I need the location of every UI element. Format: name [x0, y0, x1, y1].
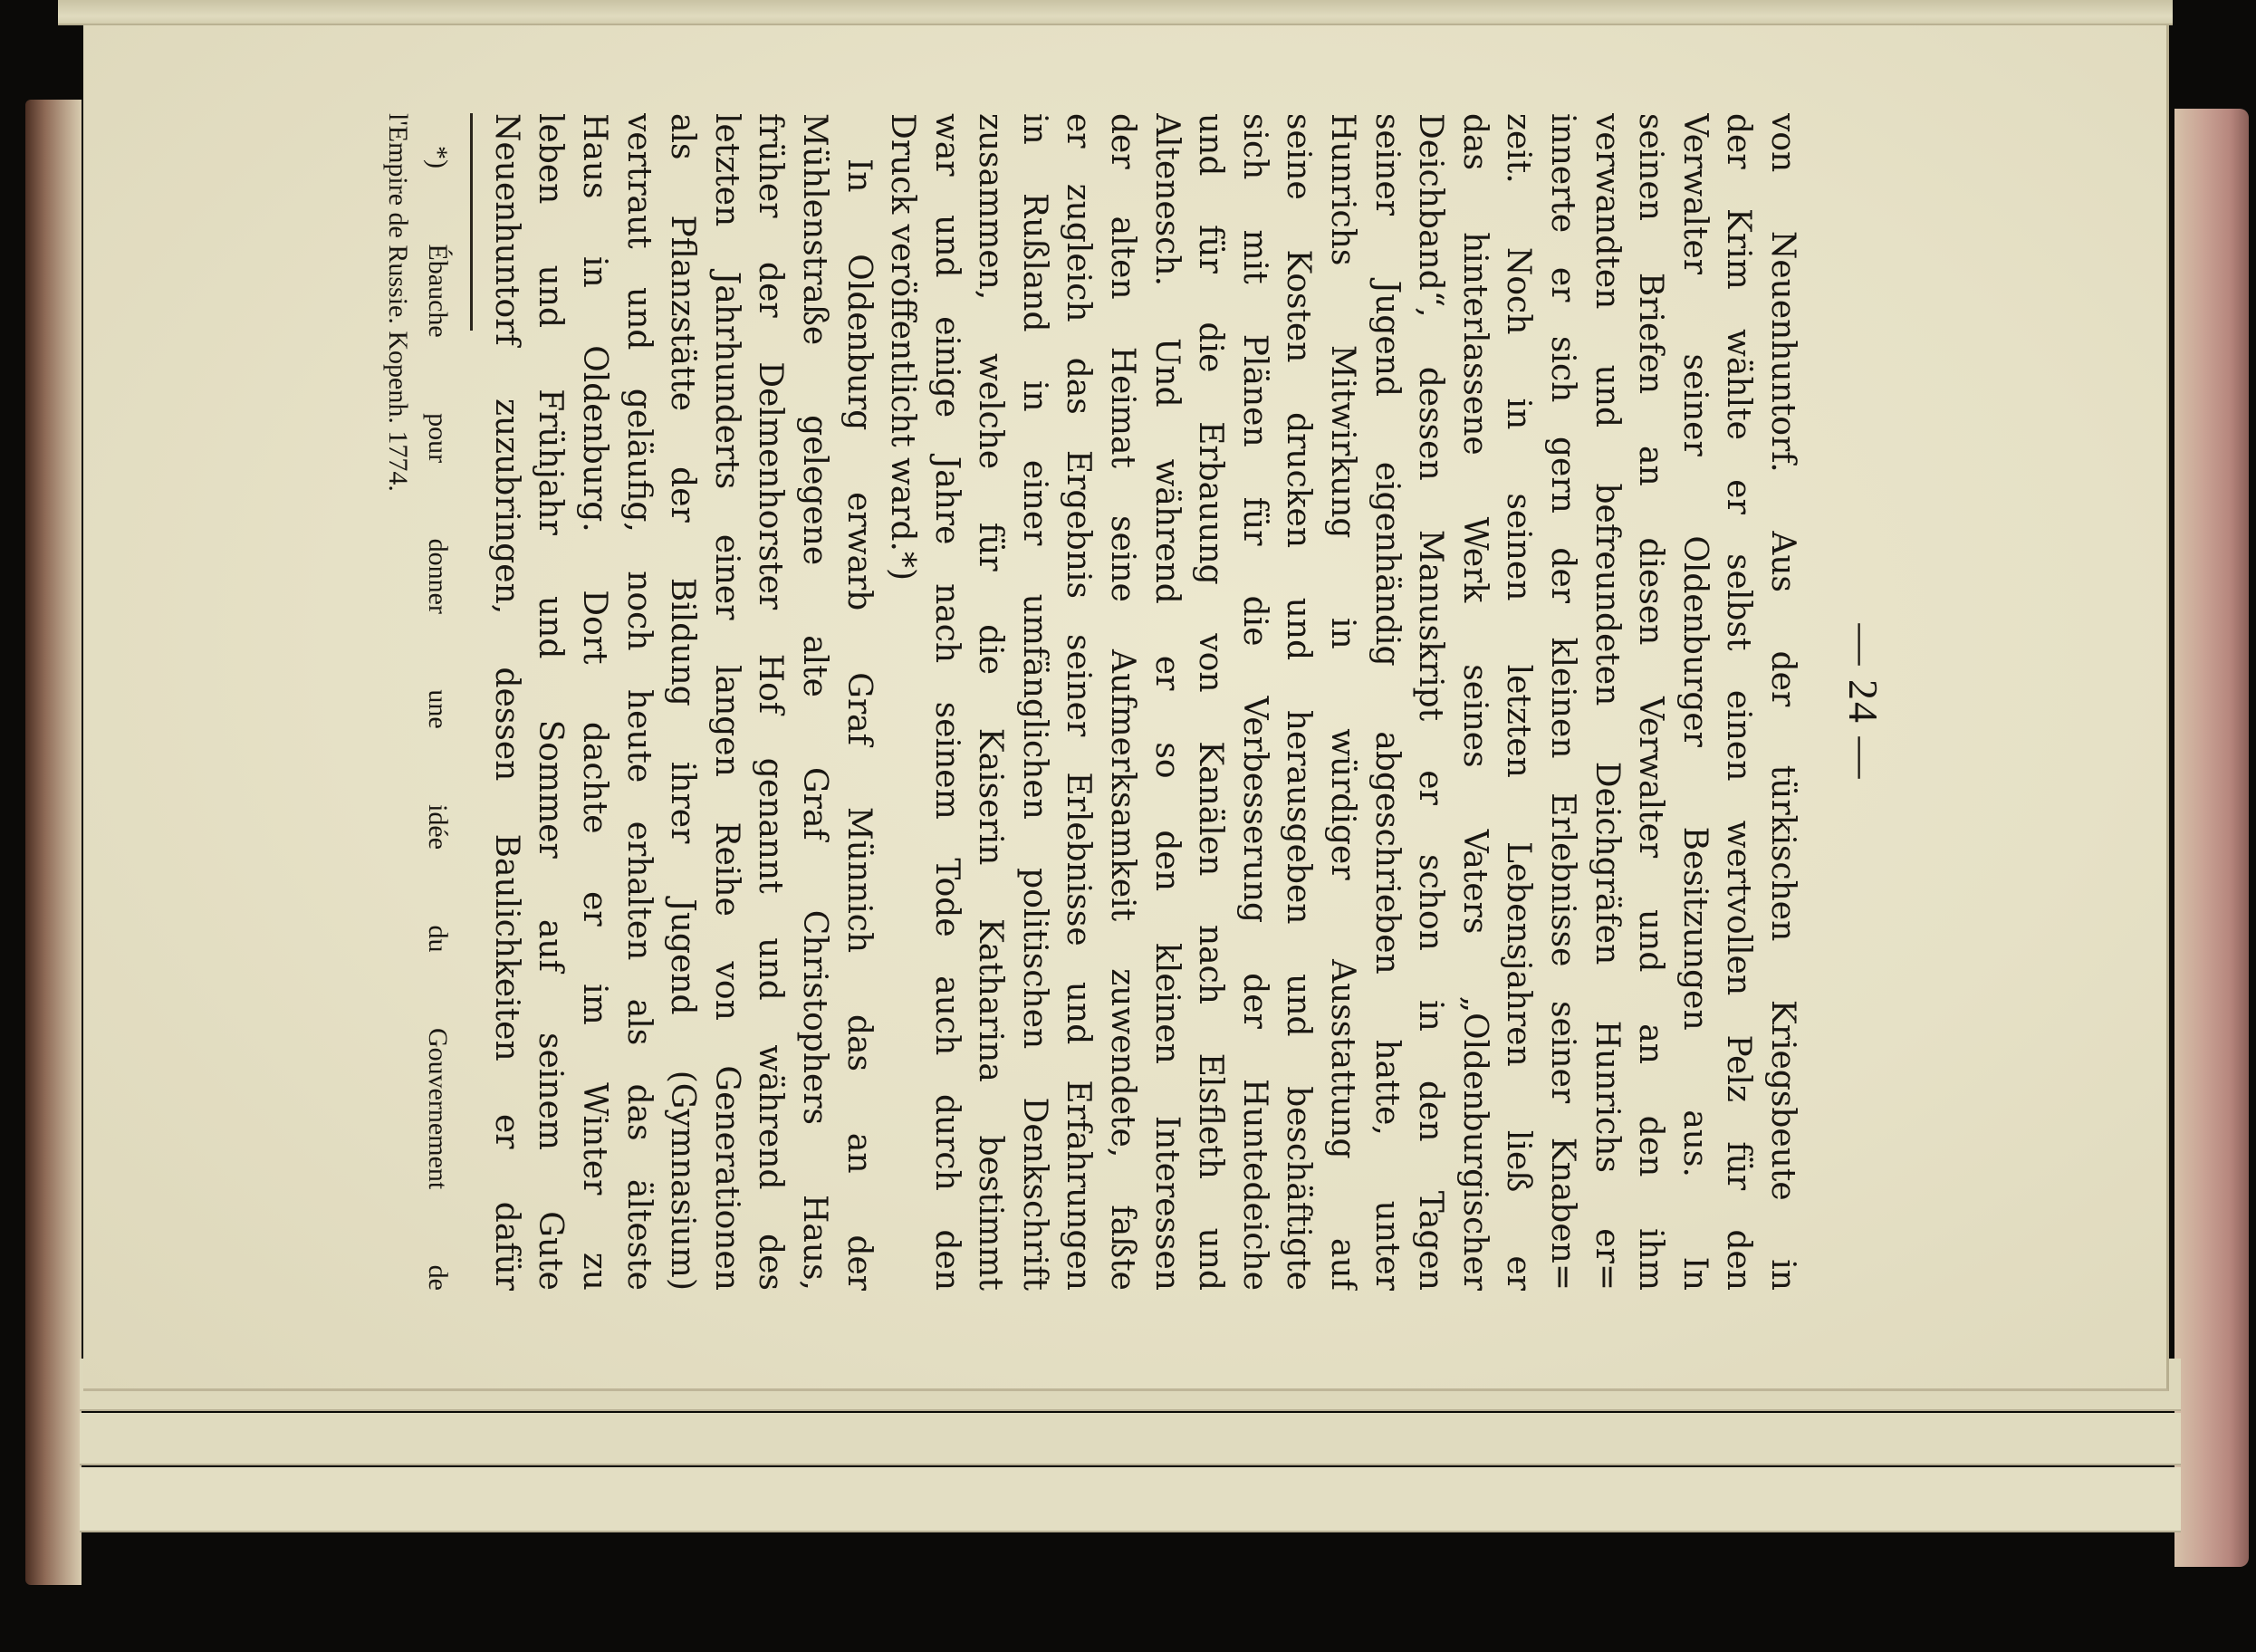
text-line: das hinterlassene Werk seines Vaters „Oldenburgischer	[1455, 113, 1493, 1291]
text-line: früher der Delmenhorster Hof genannt und während des	[752, 113, 790, 1291]
rotated-text-block	[258, 113, 1906, 1291]
text-line: Altenesch. Und während er so den kleinen Interessen	[1147, 113, 1186, 1291]
footnote-line: l'Empire de Russie. Kopenh. 1774.	[383, 113, 414, 492]
footnote-rule	[470, 113, 473, 331]
text-line: Neuenhuntorf zuzubringen, dessen Baulichkeiten er dafür	[487, 113, 525, 1291]
body-text	[484, 113, 1804, 1291]
text-line: Haus in Oldenburg. Dort dachte er im Winter zu	[575, 113, 613, 1291]
footnote	[378, 113, 457, 1291]
page-stack-edge	[80, 1413, 2181, 1465]
text-line: In Oldenburg erwarb Graf Münnich das an der	[840, 158, 878, 1291]
text-line: Deichband“, dessen Manuskript er schon in den Tagen	[1412, 113, 1450, 1291]
text-line: zusammen, welche für die Kaiserin Katharina bestimmt	[972, 113, 1010, 1291]
text-line: der alten Heimat seine Aufmerksamkeit zuwendete, faßte	[1104, 113, 1142, 1291]
text-line: vertraut und geläufig, noch heute erhalten als das älteste	[619, 113, 658, 1291]
text-line: Hunrichs Mitwirkung in würdiger Ausstattung auf	[1324, 113, 1362, 1291]
text-line: seine Kosten drucken und herausgeben und beschäftigte	[1280, 113, 1318, 1291]
text-line: von Neuenhuntorf. Aus der türkischen Kriegsbeute in	[1764, 113, 1801, 1291]
text-line: seiner Jugend eigenhändig abgeschrieben hatte, unter	[1368, 113, 1406, 1291]
text-line: und für die Erbauung von Kanälen nach Elsfleth und	[1192, 113, 1230, 1291]
text-line: der Krim wählte er selbst einen wertvollen Pelz für den	[1720, 113, 1758, 1291]
text-line: sich mit Plänen für die Verbesserung der Huntedeiche	[1235, 113, 1273, 1291]
right-cover-edge	[2174, 109, 2249, 1567]
page-header: — 24 —	[1840, 623, 1886, 781]
previous-page-edge	[58, 0, 2173, 25]
text-line: Verwalter seiner Oldenburger Besitzungen aus. In	[1675, 113, 1714, 1291]
text-line: zeit. Noch in seinen letzten Lebensjahren ließ er	[1500, 113, 1538, 1291]
text-line: als Pflanzstätte der Bildung ihrer Jugend (Gymnasium)	[664, 113, 702, 1291]
text-line: innerte er sich gern der kleinen Erlebnisse seiner Knaben=	[1544, 113, 1582, 1291]
text-line: er zugleich das Ergebnis seiner Erlebnisse und Erfahrungen	[1060, 113, 1098, 1291]
text-line: war und einige Jahre nach seinem Tode auch durch den	[927, 113, 965, 1291]
left-binding	[25, 100, 82, 1585]
text-line: Druck veröffentlicht ward.*)	[884, 113, 922, 581]
text-line: in Rußland in einer umfänglichen politischen Denkschrift	[1015, 113, 1053, 1291]
text-line: verwandten und befreundeten Deichgräfen Hunrichs er=	[1588, 113, 1626, 1291]
footnote-line: *) Ébauche pour donner une idée du Gouvernement de	[423, 146, 454, 1291]
text-line: seinen Briefen an diesen Verwalter und an den ihm	[1632, 113, 1670, 1291]
page-stack-edge	[80, 1467, 2181, 1532]
text-line: leben und Frühjahr und Sommer auf seinem Gute	[532, 113, 570, 1291]
text-line: Mühlenstraße gelegene alte Graf Christophers Haus,	[795, 113, 833, 1291]
text-line: letzten Jahrhunderts einer langen Reihe von Generationen	[707, 113, 745, 1291]
